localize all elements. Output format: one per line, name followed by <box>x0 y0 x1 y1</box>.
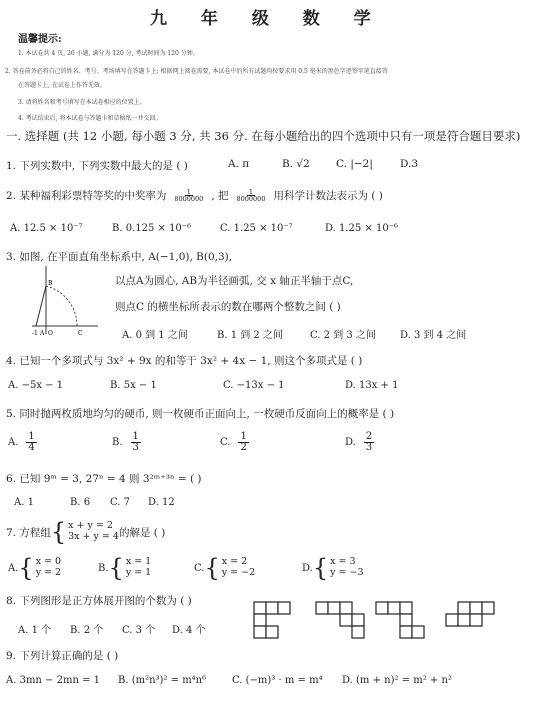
q6-option-c: C. 7 <box>110 497 131 508</box>
tip-item: 1. 本试卷共 4 页, 26 小题, 满分为 120 分, 考试时间为 120 分钟。 <box>18 50 199 57</box>
label-neg1: -1 <box>32 330 38 336</box>
q6-option-a: A. 1 <box>14 497 34 508</box>
q7-option-a: A. { x = 0 y = 2 <box>8 554 62 582</box>
q3-coordinate-figure <box>30 264 102 336</box>
q7-option-d: D. { x = 3 y = −3 <box>302 554 364 582</box>
q3-option-d: D. 3 到 4 之间 <box>400 330 467 341</box>
cube-nets-figure <box>252 600 548 652</box>
q3-stem: 3. 如图, 在平面直角坐标系中, A(−1,0), B(0,3), <box>6 251 233 263</box>
q4-option-d: D. 13x + 1 <box>345 380 399 391</box>
q8-stem: 8. 下列图形是正方体展开图的个数为 ( ) <box>6 595 192 607</box>
q2-option-b: B. 0.125 × 10⁻⁶ <box>112 223 192 234</box>
q5-option-d: D. $\frac{2}{3}$ <box>345 431 373 453</box>
q2-stem <box>6 188 383 203</box>
q5-option-a: A. $\frac{1}{4}$ <box>8 431 35 453</box>
cube-net-2 <box>316 602 364 638</box>
tip-item: 3. 请将姓名和考号填写在本试卷相应的位置上。 <box>18 99 146 106</box>
q8-option-c: C. 3 个 <box>122 625 156 636</box>
q7-option-b: B. { x = 1 y = 1 <box>98 554 152 582</box>
q6-option-d: D. 12 <box>148 497 175 508</box>
q1-stem: 1. 下列实数中, 下列实数中最大的是 ( ) <box>6 160 188 172</box>
section-title: 一. 选择题 (共 12 小题, 每小题 3 分, 共 36 分. 在每小题给出的四个选项中只有一项是符合题目要求) <box>6 129 521 143</box>
tips-heading: 温馨提示: <box>18 34 62 45</box>
q3-option-b: B. 1 到 2 之间 <box>217 330 283 341</box>
q3-line-2: 则点C 的横坐标所表示的数在哪两个整数之间 ( ) <box>115 301 341 313</box>
q2-stem-a: 2. 某种福利彩票特等奖的中奖率为 <box>6 190 167 202</box>
segment-ab <box>36 286 46 326</box>
tip-item: 在答题卡上, 在试卷上作答无效。 <box>18 82 106 89</box>
q4-option-c: C. −13x − 1 <box>223 380 285 391</box>
arc <box>46 286 77 326</box>
q8-option-b: B. 2 个 <box>70 625 104 636</box>
q1-option-c: C. |−2| <box>336 158 373 170</box>
q7-stem: 7. 方程组 { x + y = 2 3x + y = 4 的解是 ( ) <box>6 518 166 546</box>
q7-option-c: C. { x = 2 y = −2 <box>194 554 256 582</box>
q8-option-a: A. 1 个 <box>18 625 52 636</box>
q2-option-a: A. 12.5 × 10⁻⁷ <box>10 223 83 234</box>
q1-option-a: A. π <box>228 158 250 170</box>
cube-net-4 <box>446 602 494 626</box>
q2-option-c: C. 1.25 × 10⁻⁷ <box>220 223 293 234</box>
q7-system: { x + y = 2 3x + y = 4 <box>50 518 119 546</box>
q9-option-b: B. (m²n³)² = m⁴n⁶ <box>118 675 207 686</box>
q1-option-d: D.3 <box>400 158 419 170</box>
cube-net-3 <box>376 602 424 638</box>
q2-fraction-2: $\frac{1}{8000000}$ <box>236 187 266 203</box>
tip-item: 2. 答卷前务必将自己的姓名、考号、考场填写在答题卡上; 根据网上阅卷需要, 本试卷中的所有试题均按要求用 0.5 毫米的黑色字迹签字笔直接答 <box>5 68 388 75</box>
cube-net-1 <box>254 602 290 638</box>
q5-stem: 5. 同时抛两枚质地均匀的硬币, 则一枚硬币正面向上, 一枚硬币反面向上的概率是 ( ) <box>6 408 395 420</box>
q6-option-b: B. 6 <box>70 497 91 508</box>
q1-option-b: B. √2 <box>282 158 310 170</box>
page-title: 九 年 级 数 学 <box>150 9 385 29</box>
q9-option-d: D. (m + n)² = m² + n² <box>342 675 452 686</box>
q4-stem: 4. 已知一个多项式与 3x² + 9x 的和等于 3x² + 4x − 1, 则这个多项式是 ( ) <box>6 355 363 367</box>
q4-option-a: A. −5x − 1 <box>8 380 64 391</box>
label-b: B <box>48 280 53 287</box>
q2-fraction: $\frac{1}{8000000}$ <box>174 187 204 203</box>
q9-stem: 9. 下列计算正确的是 ( ) <box>6 650 119 662</box>
tip-item: 4. 考试结束后, 将本试卷与答题卡和草稿纸一并交回。 <box>18 115 162 122</box>
q3-option-c: C. 2 到 3 之间 <box>310 330 376 341</box>
q2-stem-b: , 把 <box>211 190 229 202</box>
q2-stem-c: 用科学计数法表示为 ( ) <box>273 190 383 202</box>
q6-stem: 6. 已知 9ᵐ = 3, 27ⁿ = 4 则 3²ᵐ⁺³ⁿ = ( ) <box>6 473 202 485</box>
label-c: C <box>78 330 83 336</box>
q9-option-a: A. 3mn − 2mn = 1 <box>6 675 100 686</box>
q3-option-a: A. 0 到 1 之间 <box>122 330 188 341</box>
q3-line-1: 以点A为圆心, AB为半径画弧, 交 x 轴正半轴于点C, <box>115 275 354 287</box>
q5-option-b: B. $\frac{1}{3}$ <box>112 431 139 453</box>
q5-option-c: C. $\frac{1}{2}$ <box>220 431 247 453</box>
q4-option-b: B. 5x − 1 <box>110 380 157 391</box>
q9-option-c: C. (−m)³ · m = m⁴ <box>232 675 323 686</box>
q8-option-d: D. 4 个 <box>172 625 206 636</box>
label-a: A <box>40 330 45 336</box>
q2-option-d: D. 1.25 × 10⁻⁶ <box>325 223 399 234</box>
label-o: O <box>48 330 53 336</box>
